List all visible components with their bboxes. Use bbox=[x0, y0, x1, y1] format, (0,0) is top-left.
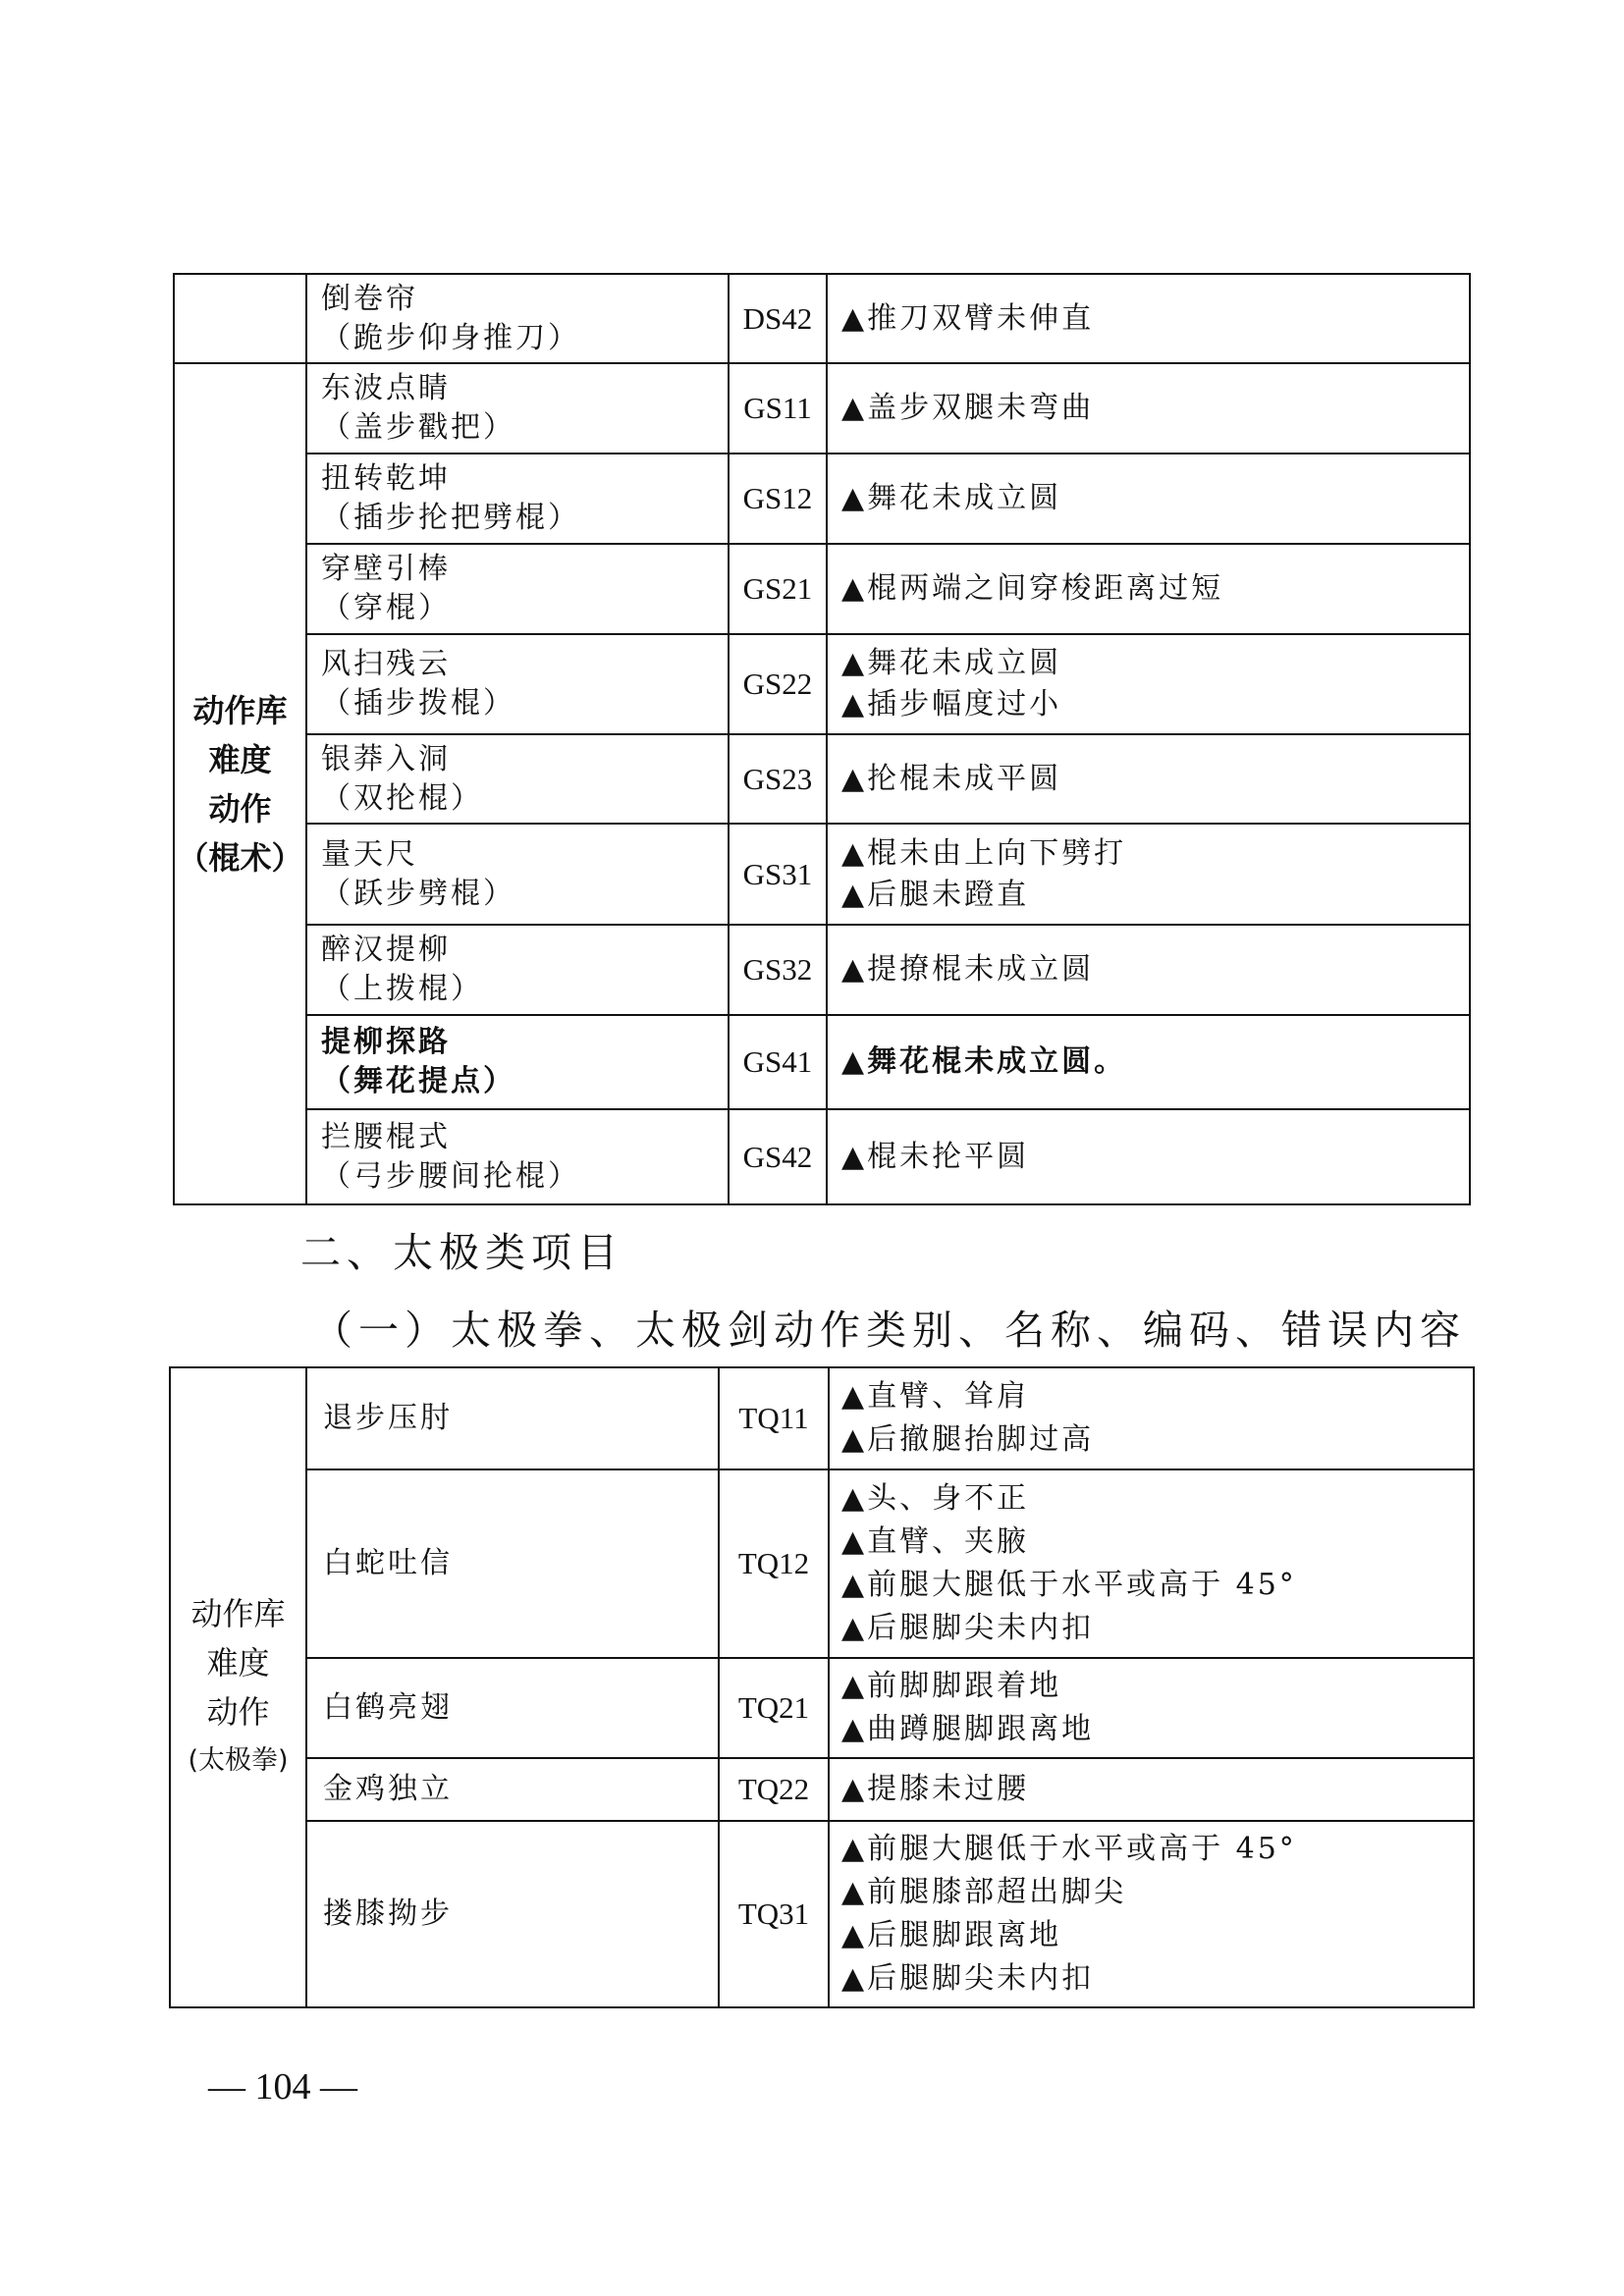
move-name-cell bbox=[306, 634, 729, 734]
move-errors bbox=[829, 1367, 1474, 1469]
move-name-detail: （跪步仰身推刀） bbox=[321, 320, 580, 355]
move-name: 拦腰棍式 bbox=[321, 1119, 451, 1154]
move-name: 倒卷帘 bbox=[321, 281, 418, 316]
table-row bbox=[170, 1658, 1474, 1758]
error-line: ▲后腿脚尖未内扣 bbox=[841, 1961, 1095, 1996]
error-line: ▲抡棍未成平圆 bbox=[841, 761, 1062, 796]
move-name: 量天尺 bbox=[321, 836, 418, 872]
move-errors bbox=[827, 824, 1470, 925]
move-code: GS11 bbox=[729, 363, 827, 454]
error-line: ▲推刀双臂未伸直 bbox=[841, 300, 1095, 336]
move-code: GS41 bbox=[729, 1015, 827, 1109]
move-errors bbox=[829, 1758, 1474, 1821]
move-errors bbox=[827, 454, 1470, 544]
table-row bbox=[174, 734, 1470, 824]
move-name-detail: （舞花提点） bbox=[321, 1064, 515, 1098]
move-name: 退步压肘 bbox=[306, 1367, 719, 1469]
error-line: ▲舞花棍未成立圆。 bbox=[841, 1044, 1127, 1079]
error-line: ▲提撩棍未成立圆 bbox=[841, 952, 1095, 987]
error-line: ▲前腿膝部超出脚尖 bbox=[841, 1875, 1127, 1909]
category-line: （棍术） bbox=[177, 838, 303, 877]
error-line: ▲后腿未蹬直 bbox=[841, 877, 1030, 912]
error-line: ▲前脚脚跟着地 bbox=[841, 1669, 1062, 1703]
error-line: ▲直臂、耸肩 bbox=[841, 1379, 1030, 1414]
move-name-cell bbox=[306, 925, 729, 1015]
error-line: ▲前腿大腿低于水平或高于 45° bbox=[841, 1832, 1297, 1866]
table-row bbox=[174, 274, 1470, 363]
error-line: ▲棍两端之间穿梭距离过短 bbox=[841, 571, 1224, 606]
table-row bbox=[174, 925, 1470, 1015]
error-line: ▲插步幅度过小 bbox=[841, 687, 1062, 721]
category-line: 动作库 bbox=[190, 1595, 286, 1632]
table-row bbox=[170, 1367, 1474, 1469]
move-errors bbox=[827, 1015, 1470, 1109]
move-code: TQ12 bbox=[719, 1469, 829, 1658]
move-errors bbox=[829, 1658, 1474, 1758]
table-row bbox=[170, 1821, 1474, 2007]
error-line: ▲提膝未过腰 bbox=[841, 1772, 1030, 1806]
move-name: 醉汉提柳 bbox=[321, 933, 451, 967]
error-line: ▲直臂、夹腋 bbox=[841, 1524, 1030, 1559]
move-name-detail: （弓步腰间抡棍） bbox=[321, 1158, 580, 1194]
move-name-detail: （上拨棍） bbox=[321, 972, 483, 1006]
move-name-cell bbox=[306, 454, 729, 544]
subsection-heading: （一）太极拳、太极剑动作类别、名称、编码、错误内容 bbox=[312, 1307, 1466, 1354]
category-cell bbox=[174, 363, 306, 1204]
move-name-cell bbox=[306, 1109, 729, 1204]
move-name-cell bbox=[306, 734, 729, 824]
move-name-detail: （双抡棍） bbox=[321, 780, 483, 816]
error-line: ▲舞花未成立圆 bbox=[841, 646, 1062, 680]
table-taijiquan bbox=[169, 1366, 1475, 2008]
move-name-cell bbox=[306, 363, 729, 454]
move-name: 提柳探路 bbox=[321, 1025, 451, 1059]
table-row bbox=[170, 1758, 1474, 1821]
move-name-cell bbox=[306, 274, 729, 363]
move-name-cell bbox=[306, 1015, 729, 1109]
error-line: ▲盖步双腿未弯曲 bbox=[841, 391, 1095, 425]
move-code: TQ11 bbox=[719, 1367, 829, 1469]
category-cell-empty bbox=[174, 274, 306, 363]
move-errors bbox=[827, 363, 1470, 454]
move-code: TQ22 bbox=[719, 1758, 829, 1821]
move-errors bbox=[827, 734, 1470, 824]
error-line: ▲后撤腿抬脚过高 bbox=[841, 1422, 1095, 1457]
error-line: ▲后腿脚尖未内扣 bbox=[841, 1611, 1095, 1645]
move-errors bbox=[829, 1469, 1474, 1658]
table-row bbox=[170, 1469, 1474, 1658]
table-gunshu bbox=[173, 273, 1471, 1205]
move-errors bbox=[827, 274, 1470, 363]
table-row bbox=[174, 544, 1470, 634]
move-code: GS42 bbox=[729, 1109, 827, 1204]
move-errors bbox=[829, 1821, 1474, 2007]
category-line: 难度 bbox=[208, 740, 272, 778]
error-line: ▲头、身不正 bbox=[841, 1481, 1030, 1516]
move-name: 东波点睛 bbox=[321, 371, 451, 405]
move-name: 扭转乾坤 bbox=[321, 461, 451, 496]
error-line: ▲曲蹲腿脚跟离地 bbox=[841, 1712, 1095, 1746]
category-line: 动作库 bbox=[192, 691, 288, 729]
category-line: 动作 bbox=[206, 1693, 270, 1731]
move-code: TQ21 bbox=[719, 1658, 829, 1758]
table-row bbox=[174, 824, 1470, 925]
category-cell bbox=[170, 1367, 306, 2007]
error-line: ▲舞花未成立圆 bbox=[841, 481, 1062, 515]
error-line: ▲棍未抡平圆 bbox=[841, 1139, 1030, 1174]
table-row bbox=[174, 454, 1470, 544]
move-code: GS31 bbox=[729, 824, 827, 925]
move-errors bbox=[827, 634, 1470, 734]
error-line: ▲棍未由上向下劈打 bbox=[841, 835, 1127, 871]
move-code: GS21 bbox=[729, 544, 827, 634]
move-errors bbox=[827, 925, 1470, 1015]
move-name-cell bbox=[306, 824, 729, 925]
move-name-detail: （盖步戳把） bbox=[321, 410, 515, 445]
table-row bbox=[174, 634, 1470, 734]
move-code: TQ31 bbox=[719, 1821, 829, 2007]
error-line: ▲前腿大腿低于水平或高于 45° bbox=[841, 1568, 1297, 1602]
move-name: 银莽入洞 bbox=[321, 741, 451, 776]
move-name: 白鹤亮翅 bbox=[306, 1658, 719, 1758]
move-name: 搂膝拗步 bbox=[306, 1821, 719, 2007]
category-line: 动作 bbox=[208, 789, 272, 828]
category-line: (太极拳) bbox=[188, 1745, 289, 1776]
move-code: DS42 bbox=[729, 274, 827, 363]
category-line: 难度 bbox=[206, 1644, 270, 1682]
move-name-cell bbox=[306, 544, 729, 634]
move-name-detail: （插步拨棍） bbox=[321, 686, 515, 721]
move-name: 穿壁引棒 bbox=[321, 552, 451, 586]
error-line: ▲后腿脚跟离地 bbox=[841, 1918, 1062, 1952]
move-name: 风扫残云 bbox=[321, 647, 451, 681]
move-errors bbox=[827, 1109, 1470, 1204]
move-name: 金鸡独立 bbox=[306, 1758, 719, 1821]
table-row bbox=[174, 363, 1470, 454]
table-row bbox=[174, 1015, 1470, 1109]
move-name: 白蛇吐信 bbox=[306, 1469, 719, 1658]
table-row bbox=[174, 1109, 1470, 1204]
move-code: GS12 bbox=[729, 454, 827, 544]
move-code: GS22 bbox=[729, 634, 827, 734]
move-errors bbox=[827, 544, 1470, 634]
move-code: GS23 bbox=[729, 734, 827, 824]
move-name-detail: （插步抡把劈棍） bbox=[321, 501, 580, 535]
section-heading: 二、太极类项目 bbox=[300, 1229, 623, 1276]
move-name-detail: （穿棍） bbox=[321, 591, 451, 625]
move-name-detail: （跃步劈棍） bbox=[321, 876, 515, 911]
page-number: — 104 — bbox=[208, 2066, 357, 2108]
move-code: GS32 bbox=[729, 925, 827, 1015]
